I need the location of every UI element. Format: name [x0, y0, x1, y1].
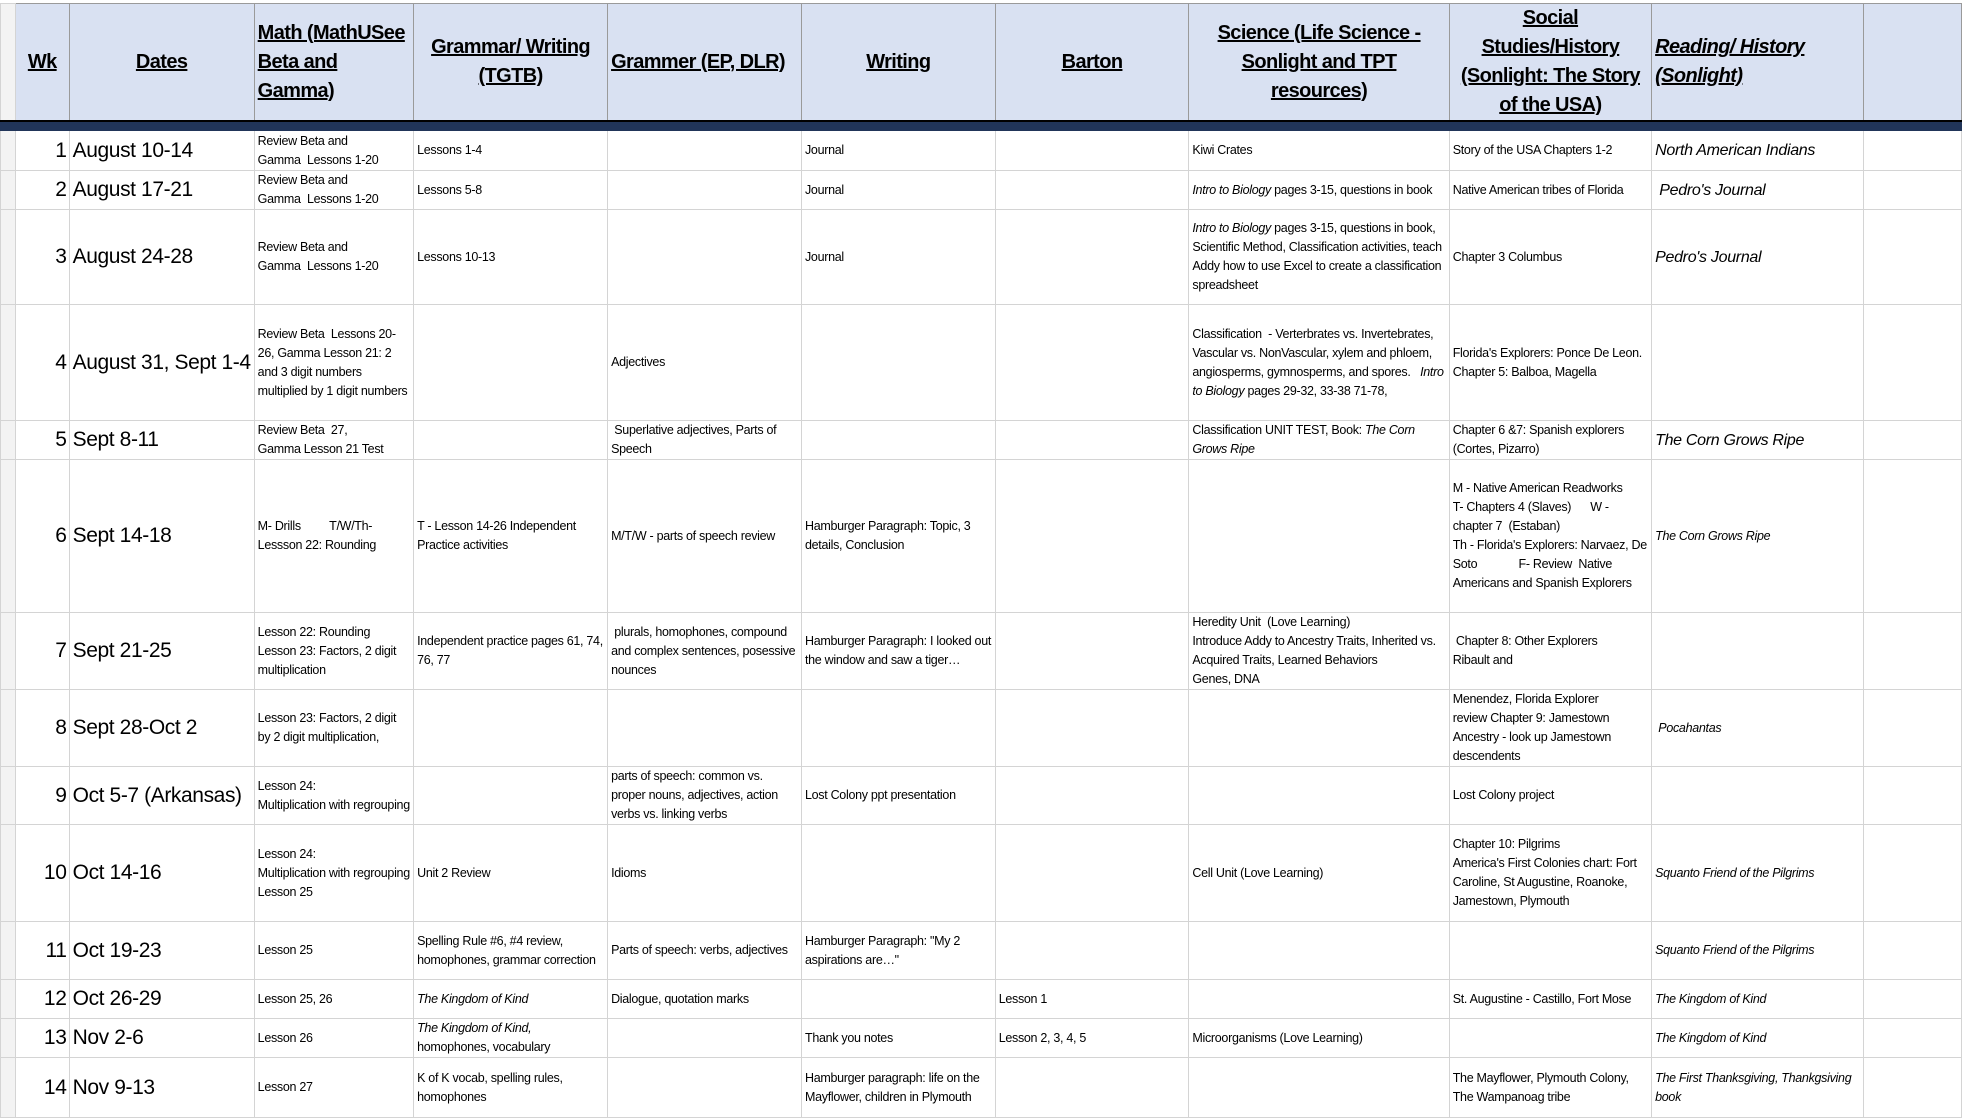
dates-cell[interactable]: August 10-14: [69, 131, 254, 171]
table-row: [1, 1019, 1962, 1058]
cell-math[interactable]: Review Beta Lessons 20-26, Gamma Lesson 21: 2 and 3 digit numbers multiplied by 1 digit numbers: [254, 305, 413, 421]
cell-extra[interactable]: [1863, 1019, 1961, 1058]
cell-extra[interactable]: [1863, 980, 1961, 1019]
italic-title-text: The First Thanksgiving, Thankgsiving book: [1655, 1070, 1855, 1104]
header-row: [1, 4, 1962, 122]
row-header[interactable]: [1, 460, 16, 613]
cell-grammer-ep-dlr[interactable]: [608, 690, 802, 767]
cell-grammar-writing[interactable]: K of K vocab, spelling rules, homophones: [414, 1058, 608, 1118]
cell-science[interactable]: [1189, 1058, 1449, 1118]
cell-extra[interactable]: [1863, 825, 1961, 922]
cell-grammer-ep-dlr[interactable]: [608, 1058, 802, 1118]
week-cell[interactable]: 10: [15, 825, 69, 922]
week-cell[interactable]: 8: [15, 690, 69, 767]
cell-grammar-writing[interactable]: [414, 1019, 608, 1058]
cell-social-studies[interactable]: Lost Colony project: [1449, 767, 1651, 825]
italic-title-text: Intro to Biology: [1192, 221, 1271, 235]
cell-grammar-writing[interactable]: [414, 690, 608, 767]
italic-title-text: Intro to Biology: [1192, 364, 1447, 398]
italic-title-text: The Kingdom of Kind,: [417, 1021, 532, 1035]
row-header[interactable]: [1, 825, 16, 922]
table-row: [1, 825, 1962, 922]
cell-reading-history[interactable]: [1652, 980, 1864, 1019]
table-row: [1, 613, 1962, 690]
cell-science[interactable]: Cell Unit (Love Learning): [1189, 825, 1449, 922]
cell-barton[interactable]: [995, 922, 1189, 980]
cell-barton[interactable]: [995, 210, 1189, 305]
cell-science[interactable]: [1189, 460, 1449, 613]
column-header-barton[interactable]: Barton: [995, 4, 1189, 122]
cell-math[interactable]: Review Beta and Gamma Lessons 1-20: [254, 210, 413, 305]
italic-title-text: Pedro's Journal: [1655, 248, 1762, 266]
cell-science[interactable]: [1189, 305, 1449, 421]
dates-cell[interactable]: Oct 19-23: [69, 922, 254, 980]
cell-writing[interactable]: [801, 690, 995, 767]
cell-writing[interactable]: [801, 305, 995, 421]
dates-cell[interactable]: Oct 14-16: [69, 825, 254, 922]
cell-grammar-writing[interactable]: Lessons 10-13: [414, 210, 608, 305]
cell-math[interactable]: Review Beta 27, Gamma Lesson 21 Test: [254, 421, 413, 460]
dates-cell[interactable]: Oct 5-7 (Arkansas): [69, 767, 254, 825]
italic-title-text: The Kingdom of Kind: [1655, 1030, 1767, 1045]
dates-cell[interactable]: Sept 8-11: [69, 421, 254, 460]
italic-title-text: The Kingdom of Kind: [417, 991, 529, 1006]
italic-title-text: The Kingdom of Kind: [1655, 991, 1767, 1006]
cell-grammer-ep-dlr[interactable]: [608, 1019, 802, 1058]
table-row: [1, 460, 1962, 613]
cell-grammer-ep-dlr[interactable]: Dialogue, quotation marks: [608, 980, 802, 1019]
cell-barton[interactable]: [995, 421, 1189, 460]
row-header[interactable]: [1, 305, 16, 421]
cell-grammer-ep-dlr[interactable]: [608, 210, 802, 305]
dates-cell[interactable]: Oct 26-29: [69, 980, 254, 1019]
cell-extra[interactable]: [1863, 690, 1961, 767]
divider-cell: [1863, 121, 1961, 131]
row-header[interactable]: [1, 613, 16, 690]
table-row: [1, 1058, 1962, 1118]
cell-social-studies[interactable]: Florida's Explorers: Ponce De Leon. Chapter 5: Balboa, Magella: [1449, 305, 1651, 421]
row-header[interactable]: [1, 131, 16, 171]
cell-social-studies[interactable]: St. Augustine - Castillo, Fort Mose: [1449, 980, 1651, 1019]
table-row: [1, 421, 1962, 460]
cell-grammar-writing[interactable]: Lessons 5-8: [414, 171, 608, 210]
cell-science[interactable]: [1189, 210, 1449, 305]
cell-extra[interactable]: [1863, 421, 1961, 460]
row-header[interactable]: [1, 1058, 16, 1118]
cell-grammer-ep-dlr[interactable]: [608, 171, 802, 210]
column-header-math[interactable]: Math (MathUSee Beta and Gamma): [254, 4, 413, 122]
cell-social-studies[interactable]: Chapter 3 Columbus: [1449, 210, 1651, 305]
cell-math[interactable]: M- Drills T/W/Th- Lessson 22: Rounding: [254, 460, 413, 613]
cell-grammar-writing[interactable]: Unit 2 Review: [414, 825, 608, 922]
cell-text: pages 3-15, questions in book: [1270, 182, 1433, 197]
cell-grammer-ep-dlr[interactable]: Idioms: [608, 825, 802, 922]
cell-text: homophones, vocabulary: [417, 1021, 551, 1054]
divider-cell: [414, 121, 608, 131]
row-header[interactable]: [1, 210, 16, 305]
table-row: [1, 210, 1962, 305]
cell-grammar-writing[interactable]: [414, 305, 608, 421]
cell-social-studies[interactable]: Chapter 10: Pilgrims America's First Colonies chart: Fort Caroline, St Augustine, Roanoke, Jamestown, Plymouth: [1449, 825, 1651, 922]
italic-title-text: Squanto Friend of the Pilgrims: [1655, 865, 1815, 880]
cell-science[interactable]: [1189, 690, 1449, 767]
cell-writing[interactable]: Hamburger Paragraph: Topic, 3 details, Conclusion: [801, 460, 995, 613]
cell-extra[interactable]: [1863, 767, 1961, 825]
cell-grammer-ep-dlr[interactable]: plurals, homophones, compound and complex sentences, posessive nounces: [608, 613, 802, 690]
week-cell[interactable]: 12: [15, 980, 69, 1019]
table-row: [1, 767, 1962, 825]
cell-writing[interactable]: Hamburger Paragraph: I looked out the window and saw a tiger…: [801, 613, 995, 690]
table-row: [1, 980, 1962, 1019]
column-header-dates[interactable]: Dates: [69, 4, 254, 122]
cell-writing[interactable]: Journal: [801, 131, 995, 171]
cell-reading-history[interactable]: [1652, 171, 1864, 210]
cell-writing[interactable]: Lost Colony ppt presentation: [801, 767, 995, 825]
italic-title-text: Pedro's Journal: [1655, 181, 1766, 199]
italic-title-text: North American Indians: [1655, 142, 1816, 159]
cell-barton[interactable]: Lesson 2, 3, 4, 5: [995, 1019, 1189, 1058]
cell-science[interactable]: [1189, 767, 1449, 825]
cell-reading-history[interactable]: [1652, 825, 1864, 922]
cell-social-studies[interactable]: M - Native American Readworks T- Chapters 4 (Slaves) W -chapter 7 (Estaban) Th - Florida's Explorers: Narvaez, De Soto F- Review Native Americans and Spanish Explorers: [1449, 460, 1651, 613]
dates-cell[interactable]: Sept 28-Oct 2: [69, 690, 254, 767]
cell-writing[interactable]: [801, 825, 995, 922]
cell-math[interactable]: Lesson 22: Rounding Lesson 23: Factors, 2 digit multiplication: [254, 613, 413, 690]
cell-reading-history[interactable]: [1652, 690, 1864, 767]
cell-reading-history[interactable]: [1652, 922, 1864, 980]
cell-math[interactable]: Lesson 23: Factors, 2 digit by 2 digit multiplication,: [254, 690, 413, 767]
dates-cell[interactable]: August 24-28: [69, 210, 254, 305]
cell-grammar-writing[interactable]: [414, 980, 608, 1019]
table-row: [1, 922, 1962, 980]
cell-math[interactable]: Lesson 27: [254, 1058, 413, 1118]
cell-science[interactable]: [1189, 171, 1449, 210]
divider-cell: [1189, 121, 1449, 131]
cell-reading-history[interactable]: [1652, 1058, 1864, 1118]
row-header[interactable]: [1, 690, 16, 767]
cell-text: Classification UNIT TEST, Book:: [1192, 423, 1366, 437]
divider-cell: [15, 121, 69, 131]
week-cell[interactable]: 13: [15, 1019, 69, 1058]
week-cell[interactable]: 11: [15, 922, 69, 980]
cell-barton[interactable]: [995, 767, 1189, 825]
cell-grammer-ep-dlr[interactable]: M/T/W - parts of speech review: [608, 460, 802, 613]
cell-barton[interactable]: [995, 825, 1189, 922]
dates-cell[interactable]: August 31, Sept 1-4: [69, 305, 254, 421]
cell-extra[interactable]: [1863, 922, 1961, 980]
cell-text: pages 29-32, 33-38 71-78,: [1244, 383, 1388, 398]
cell-text: pages 3-15, questions in book, Scientific Method, Classification activities, teach Addy how to use Excel to create a classification spreadsheet: [1192, 221, 1445, 292]
divider-cell: [1652, 121, 1864, 131]
divider-cell: [1449, 121, 1651, 131]
divider-cell: [801, 121, 995, 131]
cell-barton[interactable]: [995, 690, 1189, 767]
cell-extra[interactable]: [1863, 171, 1961, 210]
cell-social-studies[interactable]: Chapter 8: Other Explorers Ribault and: [1449, 613, 1651, 690]
cell-science[interactable]: Heredity Unit (Love Learning) Introduce Addy to Ancestry Traits, Inherited vs. Acquired Traits, Learned Behaviors Genes, DNA: [1189, 613, 1449, 690]
cell-extra[interactable]: [1863, 613, 1961, 690]
cell-reading-history[interactable]: [1652, 460, 1864, 613]
cell-reading-history[interactable]: [1652, 613, 1864, 690]
cell-reading-history[interactable]: [1652, 210, 1864, 305]
cell-reading-history[interactable]: [1652, 1019, 1864, 1058]
cell-writing[interactable]: Journal: [801, 171, 995, 210]
table-row: [1, 131, 1962, 171]
week-cell[interactable]: 6: [15, 460, 69, 613]
week-cell[interactable]: 2: [15, 171, 69, 210]
cell-barton[interactable]: [995, 1058, 1189, 1118]
divider-cell: [254, 121, 413, 131]
cell-math[interactable]: Lesson 24: Multiplication with regrouping Lesson 25: [254, 825, 413, 922]
lesson-plan-spreadsheet: [0, 3, 1962, 1118]
cell-math[interactable]: Lesson 25, 26: [254, 980, 413, 1019]
column-header-grammer-ep-dlr[interactable]: Grammer (EP, DLR): [608, 4, 802, 122]
italic-title-text: The Corn Grows Ripe: [1192, 423, 1418, 456]
cell-barton[interactable]: [995, 131, 1189, 171]
cell-writing[interactable]: Hamburger paragraph: life on the Mayflower, children in Plymouth: [801, 1058, 995, 1118]
row-header-gutter[interactable]: [1, 4, 16, 122]
row-header[interactable]: [1, 922, 16, 980]
table-row: [1, 305, 1962, 421]
cell-science[interactable]: Kiwi Crates: [1189, 131, 1449, 171]
cell-reading-history[interactable]: [1652, 305, 1864, 421]
cell-math[interactable]: Review Beta and Gamma Lessons 1-20: [254, 171, 413, 210]
cell-grammar-writing[interactable]: [414, 767, 608, 825]
cell-science[interactable]: [1189, 980, 1449, 1019]
cell-social-studies[interactable]: Native American tribes of Florida: [1449, 171, 1651, 210]
dates-cell[interactable]: Nov 2-6: [69, 1019, 254, 1058]
week-cell[interactable]: 14: [15, 1058, 69, 1118]
italic-title-text: The Corn Grows Ripe: [1655, 528, 1771, 543]
week-cell[interactable]: 1: [15, 131, 69, 171]
cell-grammar-writing[interactable]: Lessons 1-4: [414, 131, 608, 171]
table-row: [1, 171, 1962, 210]
column-header-science[interactable]: Science (Life Science - Sonlight and TPT resources): [1189, 4, 1449, 122]
cell-grammar-writing[interactable]: Spelling Rule #6, #4 review, homophones, grammar correction: [414, 922, 608, 980]
cell-barton[interactable]: [995, 171, 1189, 210]
cell-grammar-writing[interactable]: Independent practice pages 61, 74, 76, 77: [414, 613, 608, 690]
cell-barton[interactable]: Lesson 1: [995, 980, 1189, 1019]
cell-social-studies[interactable]: [1449, 922, 1651, 980]
divider-cell: [1, 121, 16, 131]
cell-reading-history[interactable]: [1652, 131, 1864, 171]
cell-grammer-ep-dlr[interactable]: [608, 131, 802, 171]
row-header[interactable]: [1, 1019, 16, 1058]
dates-cell[interactable]: Sept 21-25: [69, 613, 254, 690]
column-header-extra[interactable]: [1863, 4, 1961, 122]
cell-text: Classification - Verterbrates vs. Invertebrates, Vascular vs. NonVascular, xylem and phloem, angiosperms, gymnosperms, and spores.: [1192, 326, 1437, 379]
cell-social-studies[interactable]: The Mayflower, Plymouth Colony, The Wampanoag tribe: [1449, 1058, 1651, 1118]
cell-writing[interactable]: [801, 421, 995, 460]
cell-science[interactable]: [1189, 922, 1449, 980]
cell-writing[interactable]: [801, 980, 995, 1019]
cell-grammer-ep-dlr[interactable]: Parts of speech: verbs, adjectives: [608, 922, 802, 980]
week-cell[interactable]: 7: [15, 613, 69, 690]
cell-math[interactable]: Review Beta and Gamma Lessons 1-20: [254, 131, 413, 171]
row-header[interactable]: [1, 980, 16, 1019]
week-cell[interactable]: 3: [15, 210, 69, 305]
cell-social-studies[interactable]: Menendez, Florida Explorer review Chapter 9: Jamestown Ancestry - look up Jamestown descendents: [1449, 690, 1651, 767]
cell-grammer-ep-dlr[interactable]: Adjectives: [608, 305, 802, 421]
divider-cell: [69, 121, 254, 131]
column-header-social-studies[interactable]: Social Studies/History (Sonlight: The Story of the USA): [1449, 4, 1651, 122]
cell-reading-history[interactable]: [1652, 767, 1864, 825]
column-header-wk[interactable]: Wk: [15, 4, 69, 122]
dates-cell[interactable]: August 17-21: [69, 171, 254, 210]
italic-title-text: Squanto Friend of the Pilgrims: [1655, 943, 1815, 957]
column-header-writing[interactable]: Writing: [801, 4, 995, 122]
italic-title-text: Intro to Biology: [1192, 182, 1271, 197]
table-row: [1, 690, 1962, 767]
column-header-grammar-writing[interactable]: Grammar/ Writing (TGTB): [414, 4, 608, 122]
cell-social-studies[interactable]: Chapter 6 &7: Spanish explorers (Cortes, Pizarro): [1449, 421, 1651, 460]
cell-grammar-writing[interactable]: T - Lesson 14-26 Independent Practice activities: [414, 460, 608, 613]
dates-cell[interactable]: Nov 9-13: [69, 1058, 254, 1118]
cell-writing[interactable]: Journal: [801, 210, 995, 305]
row-header[interactable]: [1, 421, 16, 460]
cell-science[interactable]: [1189, 421, 1449, 460]
week-cell[interactable]: 9: [15, 767, 69, 825]
week-cell[interactable]: 4: [15, 305, 69, 421]
week-cell[interactable]: 5: [15, 421, 69, 460]
cell-social-studies[interactable]: Story of the USA Chapters 1-2: [1449, 131, 1651, 171]
cell-barton[interactable]: [995, 305, 1189, 421]
cell-math[interactable]: Lesson 24: Multiplication with regrouping: [254, 767, 413, 825]
row-header[interactable]: [1, 767, 16, 825]
cell-extra[interactable]: [1863, 131, 1961, 171]
column-header-reading-history[interactable]: Reading/ History (Sonlight): [1652, 4, 1864, 122]
cell-math[interactable]: Lesson 25: [254, 922, 413, 980]
cell-extra[interactable]: [1863, 1058, 1961, 1118]
cell-barton[interactable]: [995, 460, 1189, 613]
cell-grammer-ep-dlr[interactable]: Superlative adjectives, Parts of Speech: [608, 421, 802, 460]
cell-social-studies[interactable]: [1449, 1019, 1651, 1058]
dates-cell[interactable]: Sept 14-18: [69, 460, 254, 613]
cell-writing[interactable]: Hamburger Paragraph: "My 2 aspirations are…": [801, 922, 995, 980]
row-header[interactable]: [1, 171, 16, 210]
cell-science[interactable]: Microorganisms (Love Learning): [1189, 1019, 1449, 1058]
cell-writing[interactable]: Thank you notes: [801, 1019, 995, 1058]
cell-extra[interactable]: [1863, 460, 1961, 613]
italic-title-text: The Corn Grows Ripe: [1655, 431, 1805, 449]
header-divider-band: [1, 121, 1962, 131]
cell-math[interactable]: Lesson 26: [254, 1019, 413, 1058]
cell-grammar-writing[interactable]: [414, 421, 608, 460]
divider-cell: [995, 121, 1189, 131]
cell-barton[interactable]: [995, 613, 1189, 690]
cell-reading-history[interactable]: [1652, 421, 1864, 460]
divider-cell: [608, 121, 802, 131]
cell-extra[interactable]: [1863, 210, 1961, 305]
cell-grammer-ep-dlr[interactable]: parts of speech: common vs. proper nouns, adjectives, action verbs vs. linking verbs: [608, 767, 802, 825]
italic-title-text: Pocahantas: [1655, 720, 1722, 735]
cell-extra[interactable]: [1863, 305, 1961, 421]
